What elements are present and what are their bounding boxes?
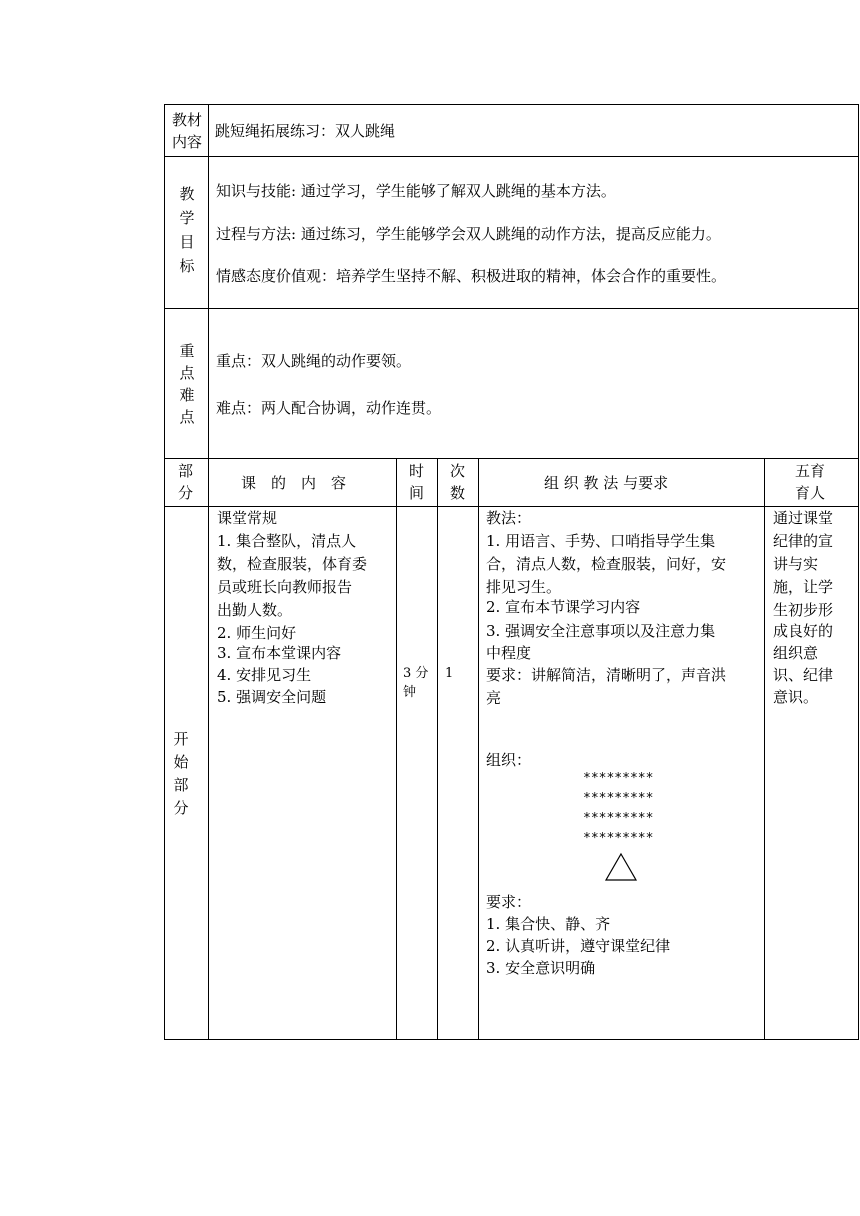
border-right (858, 104, 859, 1040)
objectives-label (172, 182, 202, 278)
education-line: 识、纪律 (773, 666, 834, 684)
formation-row: ********* (583, 811, 654, 826)
border-count-col (478, 458, 479, 1040)
education-line: 生初步形 (773, 601, 834, 619)
formation-row: ********* (583, 791, 654, 806)
header-time-line2: 间 (409, 484, 425, 502)
objectives-label-char: 目 (179, 233, 195, 251)
header-time-line1: 时 (409, 462, 425, 480)
content-line: 5. 强调安全问题 (217, 688, 327, 706)
formation-row: ********* (583, 771, 654, 786)
textbook-label-line2: 内容 (172, 133, 203, 151)
textbook-content: 跳短绳拓展练习：双人跳绳 (215, 122, 396, 140)
method-line: 中程度 (486, 644, 532, 662)
key-label-char: 重 (179, 342, 195, 360)
time-line2: 钟 (403, 685, 417, 700)
textbook-label-line1: 教材 (172, 111, 203, 129)
objective-attitude: 情感态度价值观：培养学生坚持不解、积极进取的精神，体会合作的重要性。 (216, 267, 727, 285)
key-point: 重点：双人跳绳的动作要领。 (216, 352, 412, 370)
objectives-label-char: 教 (179, 185, 195, 203)
header-count-line2: 数 (450, 484, 466, 502)
content-line: 课堂常规 (217, 509, 278, 527)
method-line: 3. 强调安全注意事项以及注意力集 (486, 622, 716, 640)
requirement-line: 1. 集合快、静、齐 (486, 915, 611, 933)
method-line: 2. 宣布本节课学习内容 (486, 598, 641, 616)
requirement-line: 2. 认真听讲，遵守课堂纪律 (486, 937, 671, 955)
header-count-line1: 次 (450, 462, 466, 480)
border-top (164, 104, 859, 105)
border-row2 (164, 308, 859, 309)
border-time-col (437, 458, 438, 1040)
header-content: 课 的 内 容 (241, 474, 347, 492)
key-label-char: 点 (179, 408, 195, 426)
method-line: 排见习生。 (486, 578, 562, 596)
header-part-line2: 分 (178, 484, 194, 502)
key-label-char: 难 (179, 386, 195, 404)
formation-row: ********* (583, 831, 654, 846)
difficult-point: 难点：两人配合协调，动作连贯。 (216, 399, 442, 417)
start-part-char: 分 (173, 799, 189, 817)
teacher-triangle-icon (604, 852, 638, 882)
header-part-line1: 部 (178, 462, 194, 480)
requirement-line: 3. 安全意识明确 (486, 959, 596, 977)
objective-knowledge: 知识与技能: 通过学习，学生能够了解双人跳绳的基本方法。 (216, 182, 616, 200)
method-line: 1. 用语言、手势、口哨指导学生集 (486, 532, 716, 550)
header-education-line1: 五育 (795, 462, 826, 480)
education-line: 通过课堂 (773, 509, 834, 527)
content-line: 数，检查服装，体育委 (217, 555, 368, 573)
requirement-line: 要求： (486, 893, 532, 911)
objective-process: 过程与方法: 通过练习，学生能够学会双人跳绳的动作方法，提高反应能力。 (216, 225, 721, 243)
border-row1 (164, 156, 859, 157)
border-bottom (164, 1039, 859, 1040)
method-line: 教法： (486, 509, 532, 527)
start-part-label (166, 728, 196, 820)
border-left (164, 104, 165, 1040)
organization-label: 组织： (486, 751, 532, 769)
education-line: 组织意 (773, 644, 819, 662)
method-line: 合，清点人数，检查服装，问好，安 (486, 555, 727, 573)
border-content-col (396, 458, 397, 1040)
key-label-char: 点 (179, 364, 195, 382)
content-line: 4. 安排见习生 (217, 666, 312, 684)
start-part-char: 开 (173, 730, 189, 748)
education-line: 成良好的 (773, 622, 834, 640)
objectives-label-char: 学 (179, 209, 195, 227)
content-line: 2. 师生问好 (217, 624, 297, 642)
border-label-col (208, 104, 209, 1040)
header-education-line2: 育人 (795, 484, 826, 502)
education-line: 施，让学 (773, 578, 834, 596)
content-line: 员或班长向教师报告 (217, 578, 353, 596)
border-row3 (164, 458, 859, 459)
time-line1: 3 分 (403, 666, 429, 681)
method-line: 要求：讲解简洁，清晰明了，声音洪 (486, 666, 727, 684)
start-part-char: 部 (173, 776, 189, 794)
count-value: 1 (445, 666, 454, 681)
border-method-col (764, 458, 765, 1040)
objectives-label-char: 标 (179, 257, 195, 275)
content-line: 3. 宣布本堂课内容 (217, 644, 342, 662)
content-line: 1. 集合整队，清点人 (217, 532, 357, 550)
start-part-char: 始 (173, 753, 189, 771)
content-line: 出勤人数。 (217, 601, 293, 619)
method-line: 亮 (486, 689, 502, 707)
education-line: 讲与实 (773, 555, 819, 573)
header-method: 组 织 教 法 与要求 (544, 474, 669, 492)
key-label (172, 340, 202, 428)
education-line: 纪律的宣 (773, 532, 834, 550)
education-line: 意识。 (773, 688, 819, 706)
